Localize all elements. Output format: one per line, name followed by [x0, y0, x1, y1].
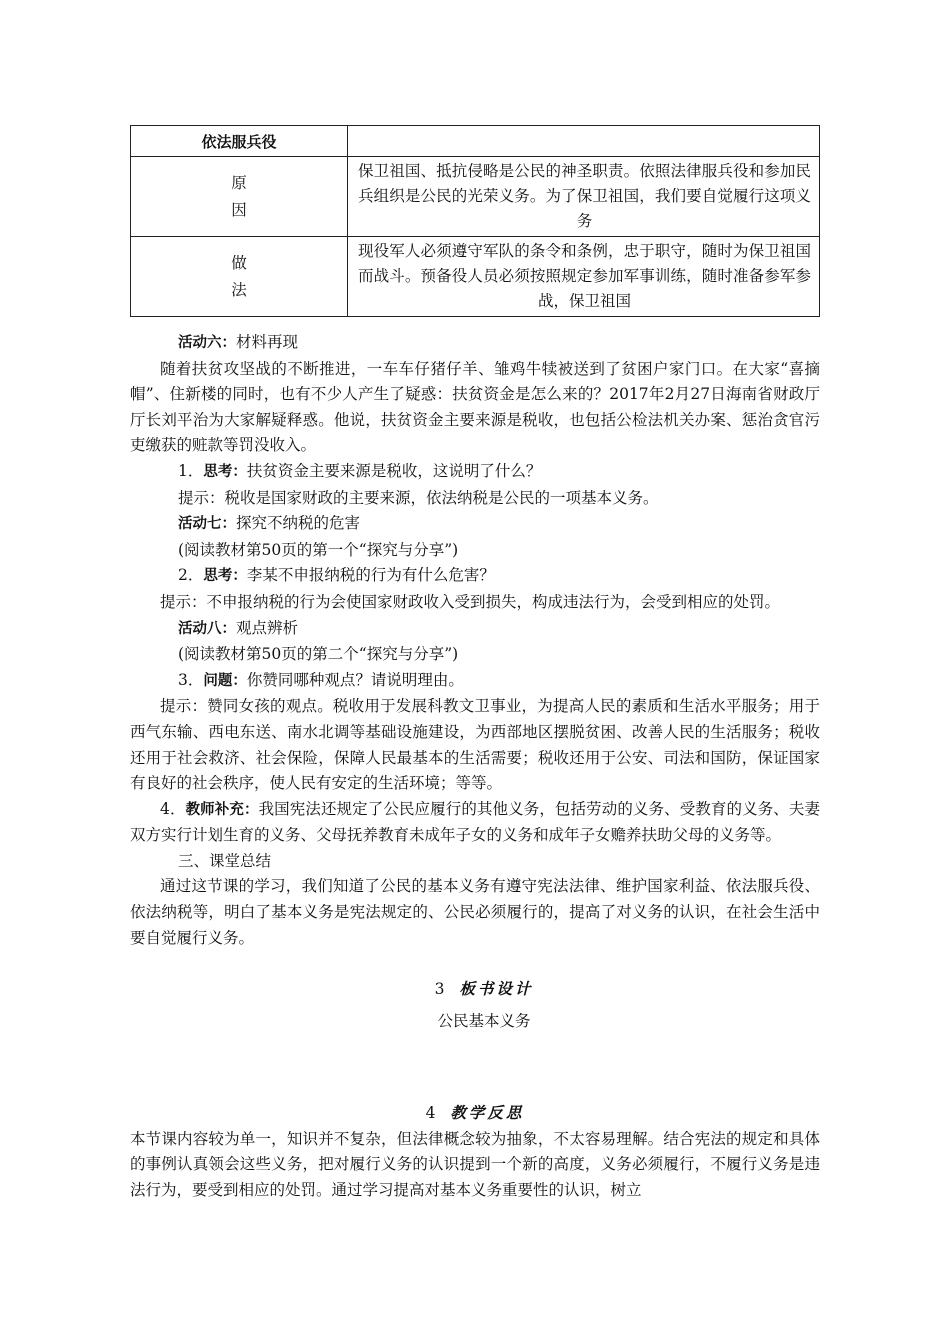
question-1: 1．思考：扶贫资金主要来源是税收，这说明了什么？ — [178, 461, 542, 480]
summary-text: 通过这节课的学习，我们知道了公民的基本义务有遵守宪法法律、维护国家利益、依法服兵役、依法纳税等，明白了基本义务是宪法规定的、公民必须履行的，提高了对义务的认识，在社会生活中要自觉履行义务。 — [130, 877, 820, 947]
table-row-label: 原 因 — [131, 157, 348, 237]
activity-7-reading: (阅读教材第50页的第一个“探究与分享”) — [178, 540, 459, 559]
activity-7-heading: 活动七：探究不纳税的危害 — [178, 514, 361, 533]
hint-1: 提示：税收是国家财政的主要来源，依法纳税是公民的一项基本义务。 — [178, 488, 659, 507]
lesson-body — [130, 330, 820, 951]
table-header-left: 依法服兵役 — [131, 126, 348, 157]
teacher-supplement: 4．教师补充：我国宪法还规定了公民应履行的其他义务，包括劳动的义务、受教育的义务、夫妻双方实行计划生育的义务、父母抚养教育未成年子女的义务和成年子女赡养扶助父母的义务等。 — [130, 799, 820, 845]
table-row-reason — [131, 157, 820, 237]
table-row-method — [131, 237, 820, 317]
reflection-heading: 4 教学反思 — [425, 1103, 525, 1122]
table-row-text: 现役军人必须遵守军队的条令和条例，忠于职守，随时为保卫祖国而战斗。预备役人员必须按照规定参加军事训练，随时准备参军参战，保卫祖国 — [348, 237, 820, 317]
military-service-table — [130, 125, 820, 317]
reflection-text: 本节课内容较为单一，知识并不复杂，但法律概念较为抽象，不太容易理解。结合宪法的规定和具体的事例认真领会这些义务，把对履行义务的认识提到一个新的高度，义务必须履行，不履行义务是违法行为，要受到相应的处罚。通过学习提高对基本义务重要性的认识，树立 — [130, 1129, 820, 1199]
activity-6-heading: 活动六：材料再现 — [178, 333, 299, 351]
activity-6-material: 随着扶贫攻坚战的不断推进，一车车仔猪仔羊、雏鸡牛犊被送到了贫困户家门口。在大家“喜摘帽”、住新楼的同时，也有不少人产生了疑惑：扶贫资金是怎么来的？2017年2月27日海南省财政厅厅长刘平治为大家解疑释惑。他说，扶贫资金主要来源是税收，也包括公检法机关办案、惩治贪官污吏缴获的赃款等罚没收入。 — [130, 359, 820, 455]
board-design-heading: 3 板书设计 — [434, 979, 534, 998]
hint-3: 提示：赞同女孩的观点。税收用于发展科教文卫事业，为提高人民的素质和生活水平服务；用于西气东输、西电东送、南水北调等基础设施建设，为西部地区摆脱贫困、改善人民的生活服务；税收还用于社会救济、社会保险，保障人民最基本的生活需要；税收还用于公安、司法和国防，保证国家有良好的社会秩序，使人民有安定的生活环境；等等。 — [130, 697, 820, 793]
board-design-section — [148, 976, 820, 1034]
board-design-content: 公民基本义务 — [437, 1011, 531, 1030]
table-header-right — [348, 126, 820, 157]
summary-heading: 三、课堂总结 — [178, 851, 272, 870]
hint-2: 提示：不申报纳税的行为会使国家财政收入受到损失，构成违法行为，会受到相应的处罚。 — [160, 592, 781, 611]
table-row-label: 做 法 — [131, 237, 348, 317]
table-header-row — [131, 126, 820, 157]
question-2: 2．思考：李某不申报纳税的行为有什么危害？ — [178, 566, 495, 585]
activity-8-reading: (阅读教材第50页的第二个“探究与分享”) — [178, 645, 459, 664]
reflection-section — [130, 1100, 820, 1203]
table-row-text: 保卫祖国、抵抗侵略是公民的神圣职责。依照法律服兵役和参加民兵组织是公民的光荣义务。为了保卫祖国，我们要自觉履行这项义务 — [348, 157, 820, 237]
question-3: 3．问题：你赞同哪种观点？请说明理由。 — [178, 670, 464, 689]
activity-8-heading: 活动八：观点辨析 — [178, 618, 299, 637]
